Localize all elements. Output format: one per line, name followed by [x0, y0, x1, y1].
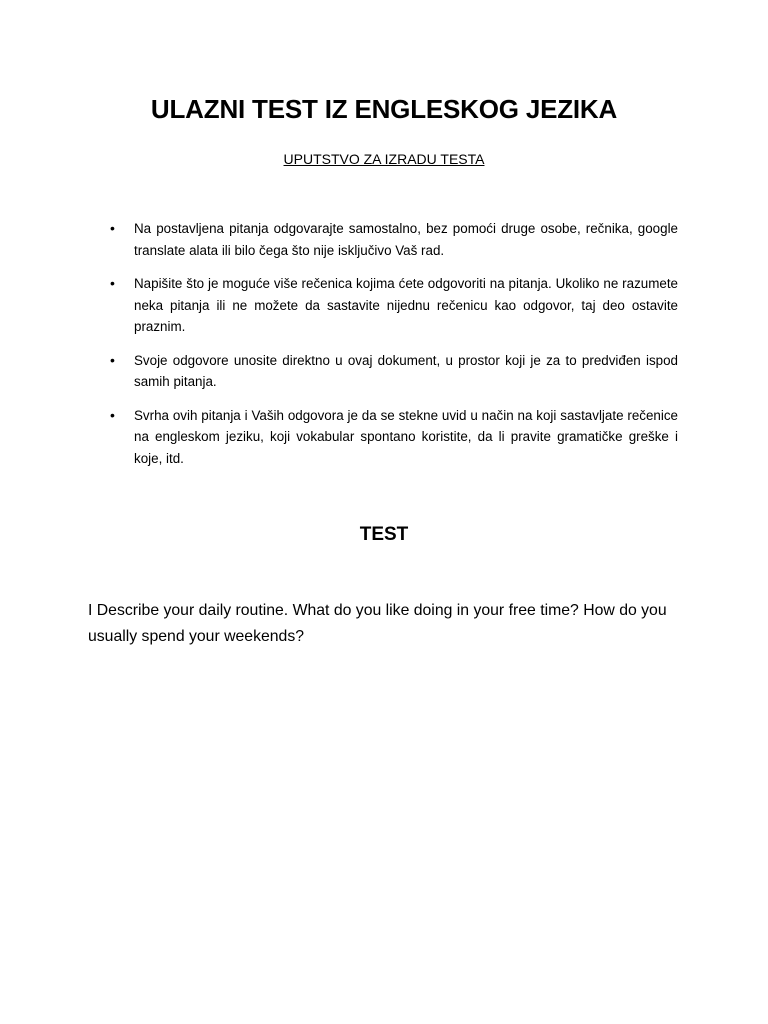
bullet-icon: • — [110, 275, 115, 291]
document-title: ULAZNI TEST IZ ENGLESKOG JEZIKA — [150, 94, 618, 124]
bullet-icon: • — [110, 351, 115, 368]
instruction-item — [106, 273, 678, 338]
instruction-item — [106, 218, 678, 261]
instruction-item — [106, 405, 678, 470]
question-1: I Describe your daily routine. What do you like doing in your free time? How do you usually spend your weekends? — [88, 602, 667, 645]
instruction-text: Svrha ovih pitanja i Vaših odgovora je da se stekne uvid u način na koji sastavljate rečenice na engleskom jeziku, koji vokabular spontano koristite, da li pravite gramatičke greške i koje, itd. — [134, 407, 678, 466]
instruction-item — [106, 350, 678, 393]
instructions-heading: UPUTSTVO ZA IZRADU TESTA — [283, 151, 485, 167]
instruction-text: Na postavljena pitanja odgovarajte samostalno, bez pomoći druge osobe, rečnika, google translate alata ili bilo čega što nije isključivo Vaš rad. — [134, 221, 678, 258]
bullet-icon: • — [110, 220, 115, 236]
bullet-icon: • — [110, 406, 115, 423]
instruction-text: Napišite što je moguće više rečenica kojima ćete odgovoriti na pitanja. Ukoliko ne razumete neka pitanja ili ne možete da sastavite nijednu rečenicu kao odgovor, taj deo ostavite praznim. — [134, 276, 678, 334]
instructions-list — [106, 218, 678, 481]
test-heading: TEST — [359, 524, 409, 545]
instruction-text: Svoje odgovore unosite direktno u ovaj dokument, u prostor koji je za to predviđen ispod samih pitanja. — [134, 352, 678, 389]
